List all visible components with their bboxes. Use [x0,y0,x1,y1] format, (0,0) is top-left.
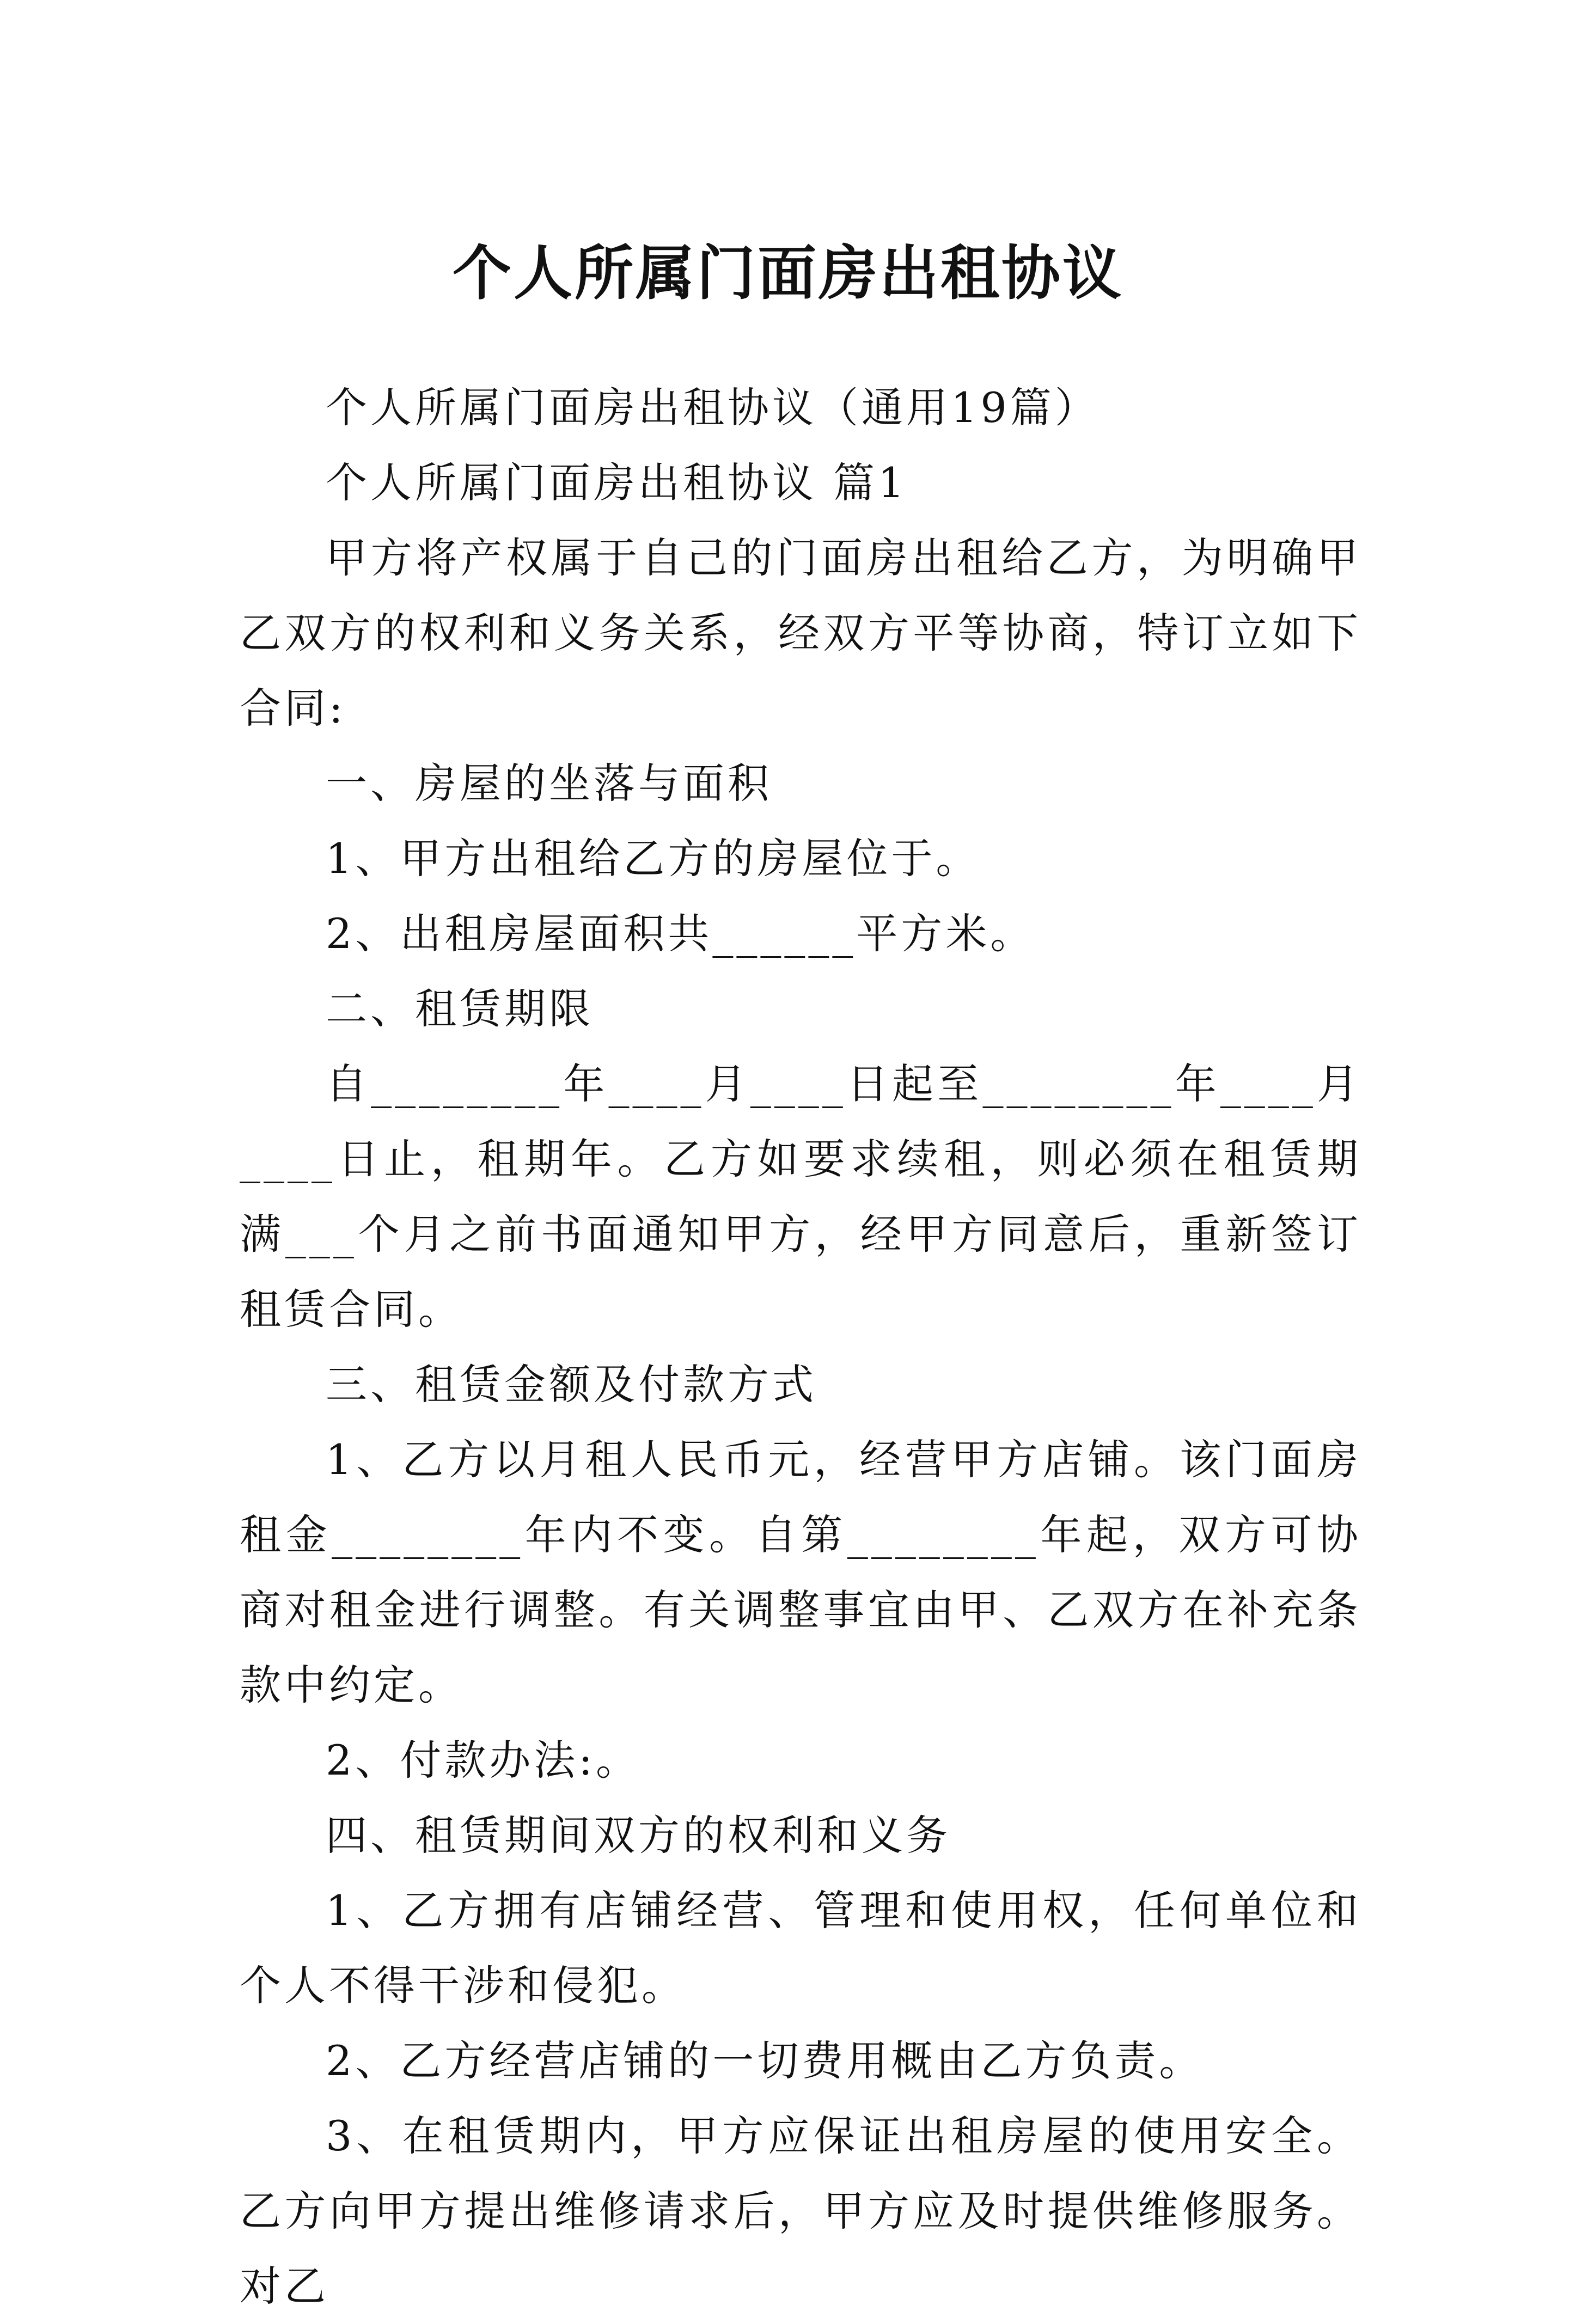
clause-rights-1: 1、乙方拥有店铺经营、管理和使用权，任何单位和个人不得干涉和侵犯。 [240,1886,1361,2010]
section-heading-location: 一、房屋的坐落与面积 [326,759,772,808]
clause-rights-2: 2、乙方经营店铺的一切费用概由乙方负责。 [326,2036,1204,2085]
paragraph-chapter-heading: 个人所属门面房出租协议 篇1 [326,458,908,507]
clause-rights-3: 3、在租赁期内，甲方应保证出租房屋的使用安全。乙方向甲方提出维修请求后，甲方应及时提供维修服务。对乙 [240,2112,1361,2310]
document-title: 个人所属门面房出租协议 [452,239,1123,308]
clause-location: 1、甲方出租给乙方的房屋位于。 [326,834,981,883]
clause-term: 自________年____月____日起至________年____月____日止，租期年。乙方如要求续租，则必须在租赁期满___个月之前书面通知甲方，经甲方同意后，重新签订租赁合同。 [240,1060,1361,1334]
paragraph-intro: 甲方将产权属于自己的门面房出租给乙方，为明确甲乙双方的权利和义务关系，经双方平等协商，特订立如下合同: [240,534,1361,732]
section-heading-rent: 三、租赁金额及付款方式 [326,1360,817,1409]
clause-area: 2、出租房屋面积共______平方米。 [326,909,1035,958]
section-heading-term: 二、租赁期限 [326,984,594,1033]
clause-rent-amount: 1、乙方以月租人民币元，经营甲方店铺。该门面房租金________年内不变。自第________年起，双方可协商对租金进行调整。有关调整事宜由甲、乙双方在补充条款中约定。 [240,1435,1361,1709]
section-heading-rights: 四、租赁期间双方的权利和义务 [326,1811,951,1860]
clause-payment-method: 2、付款办法:。 [326,1736,640,1784]
document-body [240,370,1361,2324]
paragraph-subtitle: 个人所属门面房出租协议（通用19篇） [326,383,1099,432]
